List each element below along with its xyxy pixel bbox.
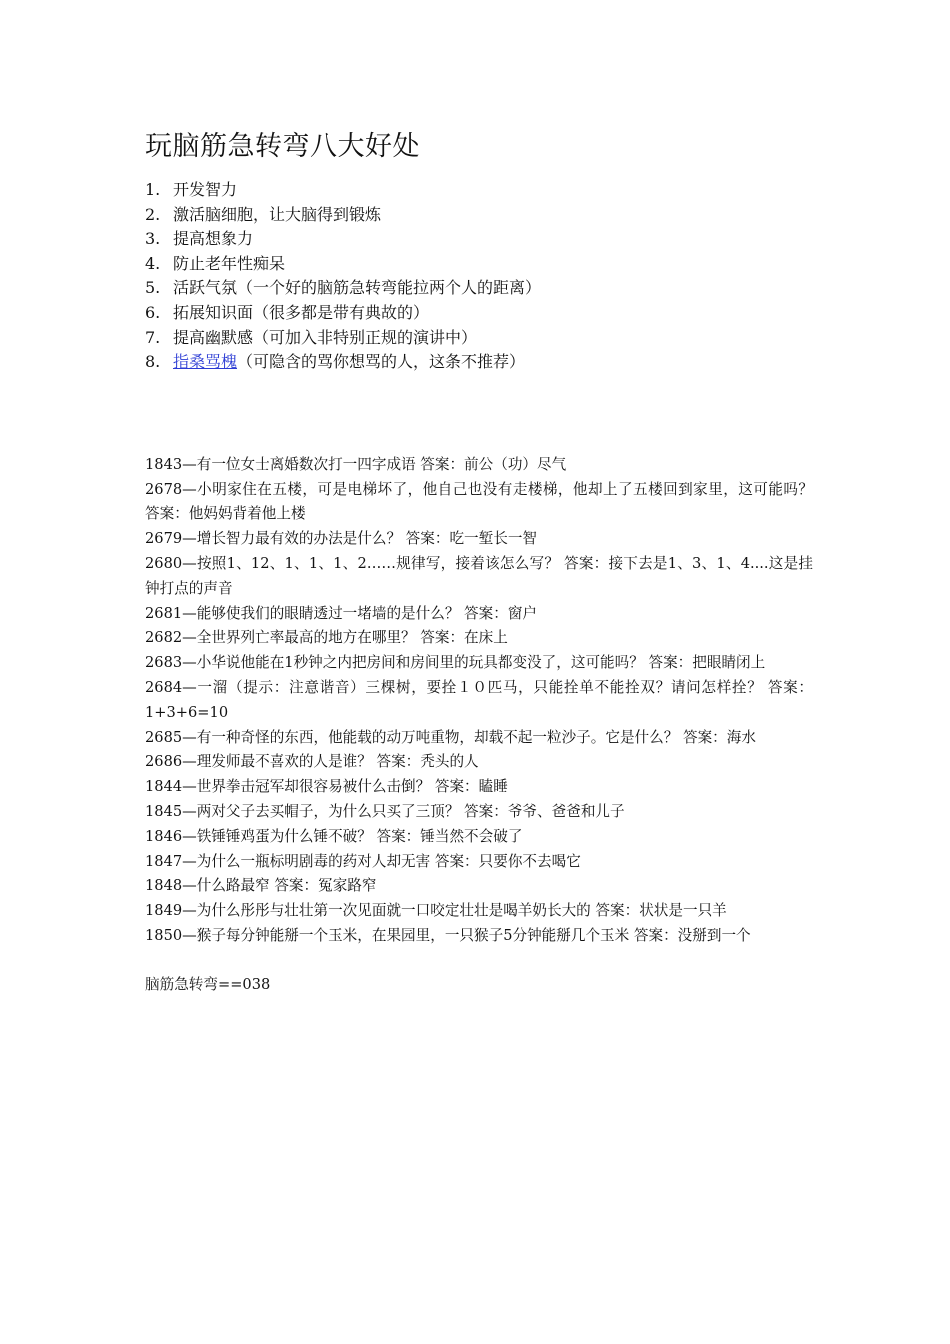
- benefit-text: 防止老年性痴呆: [173, 253, 286, 273]
- riddle-item: 2682—全世界列亡率最高的地方在哪里？ 答案：在床上: [145, 629, 508, 647]
- benefit-number: 4.: [145, 253, 161, 273]
- benefit-number: 8.: [145, 352, 161, 372]
- benefit-item: [145, 301, 813, 326]
- benefit-text: 提高想象力: [173, 229, 254, 249]
- idiom-link[interactable]: 指桑骂槐: [173, 352, 238, 372]
- benefit-text: 提高幽默感（可加入非特别正规的演讲中）: [173, 327, 478, 347]
- benefit-text: 拓展知识面（很多都是带有典故的）: [173, 302, 430, 322]
- benefit-number: 6.: [145, 302, 161, 322]
- benefit-number: 5.: [145, 278, 161, 298]
- riddle-item: 1848—什么路最窄 答案：冤家路窄: [145, 877, 377, 895]
- benefit-number: 3.: [145, 229, 161, 249]
- benefit-text: 激活脑细胞，让大脑得到锻炼: [173, 204, 382, 224]
- document-footer: 脑筋急转弯==038: [145, 975, 271, 993]
- riddle-item: 2686—理发师最不喜欢的人是谁？ 答案：秃头的人: [145, 753, 479, 771]
- riddle-item: 2683—小华说他能在1秒钟之内把房间和房间里的玩具都变没了，这可能吗？ 答案：把眼睛闭上: [145, 654, 766, 672]
- benefit-item: [145, 252, 813, 277]
- benefit-item: [145, 203, 813, 228]
- riddle-item: 2681—能够使我们的眼睛透过一堵墙的是什么？ 答案：窗户: [145, 604, 538, 622]
- document-title: 玩脑筋急转弯八大好处: [145, 131, 420, 162]
- riddle-list: [145, 453, 813, 949]
- riddle-item: 1849—为什么彤彤与壮壮第一次见面就一口咬定壮壮是喝羊奶长大的 答案：状状是一只羊: [145, 902, 727, 920]
- benefits-list: [145, 178, 813, 375]
- riddle-item: 2684—一溜（提示：注意谐音）三棵树，要拴１０匹马，只能拴单不能拴双？请问怎样拴？ 答案：1+3+6=10: [145, 678, 813, 721]
- riddle-item: 1845—两对父子去买帽子，为什么只买了三顶？ 答案：爷爷、爸爸和儿子: [145, 802, 625, 820]
- riddle-item: 1847—为什么一瓶标明剧毒的药对人却无害 答案：只要你不去喝它: [145, 852, 581, 870]
- benefit-text: 开发智力: [173, 180, 238, 199]
- riddle-item: 1844—世界拳击冠军却很容易被什么击倒？ 答案：瞌睡: [145, 778, 508, 796]
- riddle-item: 1850—猴子每分钟能掰一个玉米，在果园里，一只猴子5分钟能掰几个玉米 答案：没掰到一个: [145, 926, 751, 944]
- benefit-item: [145, 227, 813, 252]
- riddle-item: 2680—按照1、12、1、1、1、2……规律写，接着该怎么写？ 答案：接下去是1、3、1、4....这是挂钟打点的声音: [145, 554, 813, 597]
- document-content: [145, 128, 813, 997]
- benefit-text: 活跃气氛（一个好的脑筋急转弯能拉两个人的距离）: [173, 278, 542, 298]
- riddle-item: 1846—铁锤锤鸡蛋为什么锤不破？ 答案：锤当然不会破了: [145, 827, 523, 845]
- benefit-text: （可隐含的骂你想骂的人，这条不推荐）: [237, 352, 526, 372]
- riddle-item: 2678—小明家住在五楼，可是电梯坏了，他自己也没有走楼梯，他却上了五楼回到家里，这可能吗？ 答案：他妈妈背着他上楼: [145, 480, 813, 523]
- riddle-item: 2679—增长智力最有效的办法是什么？ 答案：吃一堑长一智: [145, 530, 538, 548]
- riddle-item: 1843—有一位女士离婚数次打一四字成语 答案：前公（功）尽气: [145, 455, 567, 473]
- benefit-number: 1.: [145, 180, 161, 199]
- benefit-number: 2.: [145, 204, 161, 224]
- benefit-item: [145, 178, 813, 203]
- benefit-item: [145, 350, 813, 375]
- benefit-item: [145, 276, 813, 301]
- benefit-item: [145, 326, 813, 351]
- benefit-number: 7.: [145, 327, 161, 347]
- riddle-item: 2685—有一种奇怪的东西，他能载的动万吨重物，却载不起一粒沙子。它是什么？ 答案：海水: [145, 728, 756, 746]
